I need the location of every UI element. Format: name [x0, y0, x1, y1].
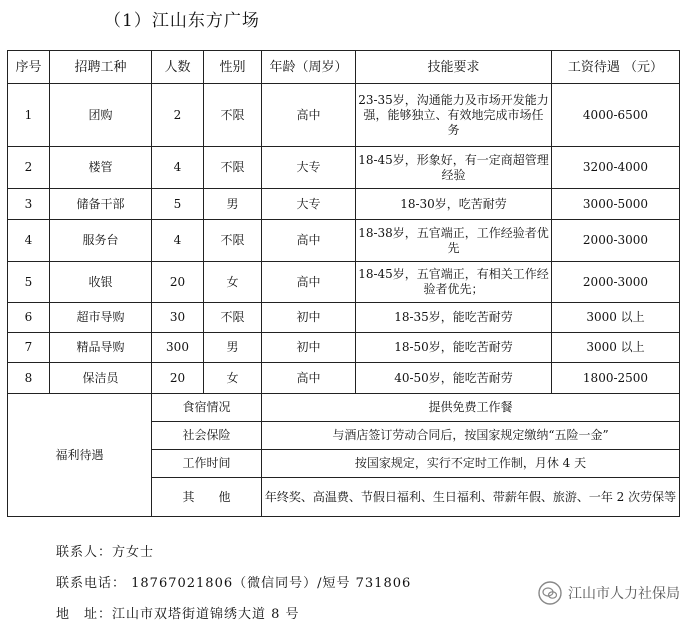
cell-count: 20: [152, 262, 204, 303]
cell-count: 2: [152, 84, 204, 147]
cell-count: 5: [152, 189, 204, 220]
header-job: 招聘工种: [50, 51, 152, 84]
cell-count: 30: [152, 303, 204, 333]
cell-job: 团购: [50, 84, 152, 147]
cell-gender: 女: [204, 363, 262, 394]
cell-skill: 40-50岁，能吃苦耐劳: [356, 363, 552, 394]
contact-phone: 联系电话： 18767021806（微信同号）/短号 731806: [56, 576, 412, 591]
cell-gender: 不限: [204, 147, 262, 189]
benefit-name: 社会保险: [152, 422, 262, 450]
cell-count: 4: [152, 220, 204, 262]
benefit-name: 食宿情况: [152, 394, 262, 422]
cell-edu: 大专: [262, 189, 356, 220]
benefit-value: 与酒店签订劳动合同后，按国家规定缴纳“五险一金”: [262, 422, 680, 450]
cell-skill: 18-30岁，吃苦耐劳: [356, 189, 552, 220]
table-row: [8, 303, 680, 333]
cell-edu: 高中: [262, 262, 356, 303]
cell-gender: 不限: [204, 303, 262, 333]
table-row: [8, 220, 680, 262]
cell-salary: 3000-5000: [552, 189, 680, 220]
cell-job: 保洁员: [50, 363, 152, 394]
page-title: （1）江山东方广场: [104, 11, 260, 31]
cell-no: 7: [8, 333, 50, 363]
benefits-label: 福利待遇: [8, 394, 152, 517]
table-row: [8, 333, 680, 363]
table-row: [8, 363, 680, 394]
cell-edu: 高中: [262, 363, 356, 394]
cell-edu: 初中: [262, 333, 356, 363]
cell-edu: 大专: [262, 147, 356, 189]
recruitment-table: [7, 50, 680, 517]
header-no: 序号: [8, 51, 50, 84]
cell-salary: 2000-3000: [552, 262, 680, 303]
header-skill: 技能要求: [356, 51, 552, 84]
table-row: [8, 84, 680, 147]
contact-person: 联系人：方女士: [56, 545, 155, 560]
header-salary: 工资待遇 （元）: [552, 51, 680, 84]
cell-no: 6: [8, 303, 50, 333]
header-count: 人数: [152, 51, 204, 84]
cell-gender: 不限: [204, 84, 262, 147]
cell-job: 楼管: [50, 147, 152, 189]
cell-salary: 3200-4000: [552, 147, 680, 189]
cell-edu: 高中: [262, 84, 356, 147]
cell-count: 300: [152, 333, 204, 363]
cell-gender: 男: [204, 189, 262, 220]
cell-count: 4: [152, 147, 204, 189]
benefit-value: 提供免费工作餐: [262, 394, 680, 422]
cell-no: 8: [8, 363, 50, 394]
cell-skill: 18-35岁，能吃苦耐劳: [356, 303, 552, 333]
watermark-text: 江山市人力社保局: [568, 586, 680, 602]
table-row: [8, 189, 680, 220]
cell-edu: 初中: [262, 303, 356, 333]
wechat-logo-icon: [538, 581, 562, 605]
benefit-name: 工作时间: [152, 450, 262, 478]
cell-skill: 18-50岁，能吃苦耐劳: [356, 333, 552, 363]
cell-count: 20: [152, 363, 204, 394]
cell-no: 4: [8, 220, 50, 262]
cell-gender: 女: [204, 262, 262, 303]
cell-skill: 23-35岁，沟通能力及市场开发能力强，能够独立、有效地完成市场任务: [356, 84, 552, 147]
cell-skill: 18-45岁，五官端正，有相关工作经验者优先；: [356, 262, 552, 303]
header-gender: 性别: [204, 51, 262, 84]
cell-job: 收银: [50, 262, 152, 303]
cell-gender: 男: [204, 333, 262, 363]
cell-gender: 不限: [204, 220, 262, 262]
benefit-row: [8, 394, 680, 422]
benefit-value: 年终奖、高温费、节假日福利、生日福利、带薪年假、旅游、一年 2 次劳保等: [262, 478, 680, 517]
cell-no: 2: [8, 147, 50, 189]
cell-job: 服务台: [50, 220, 152, 262]
header-age: 年龄（周岁）: [262, 51, 356, 84]
benefit-value: 按国家规定，实行不定时工作制，月休 4 天: [262, 450, 680, 478]
cell-salary: 1800-2500: [552, 363, 680, 394]
table-row: [8, 262, 680, 303]
cell-no: 1: [8, 84, 50, 147]
cell-skill: 18-45岁，形象好，有一定商超管理经验: [356, 147, 552, 189]
table-row: [8, 147, 680, 189]
cell-job: 精品导购: [50, 333, 152, 363]
cell-job: 储备干部: [50, 189, 152, 220]
cell-skill: 18-38岁，五官端正，工作经验者优先: [356, 220, 552, 262]
contact-address: 地 址：江山市双塔街道锦绣大道 8 号: [56, 607, 300, 622]
cell-salary: 2000-3000: [552, 220, 680, 262]
benefit-name: 其 他: [152, 478, 262, 517]
cell-salary: 3000 以上: [552, 303, 680, 333]
cell-salary: 3000 以上: [552, 333, 680, 363]
cell-job: 超市导购: [50, 303, 152, 333]
cell-edu: 高中: [262, 220, 356, 262]
cell-no: 5: [8, 262, 50, 303]
watermark: [538, 581, 680, 605]
cell-salary: 4000-6500: [552, 84, 680, 147]
table-header-row: [8, 51, 680, 84]
cell-no: 3: [8, 189, 50, 220]
